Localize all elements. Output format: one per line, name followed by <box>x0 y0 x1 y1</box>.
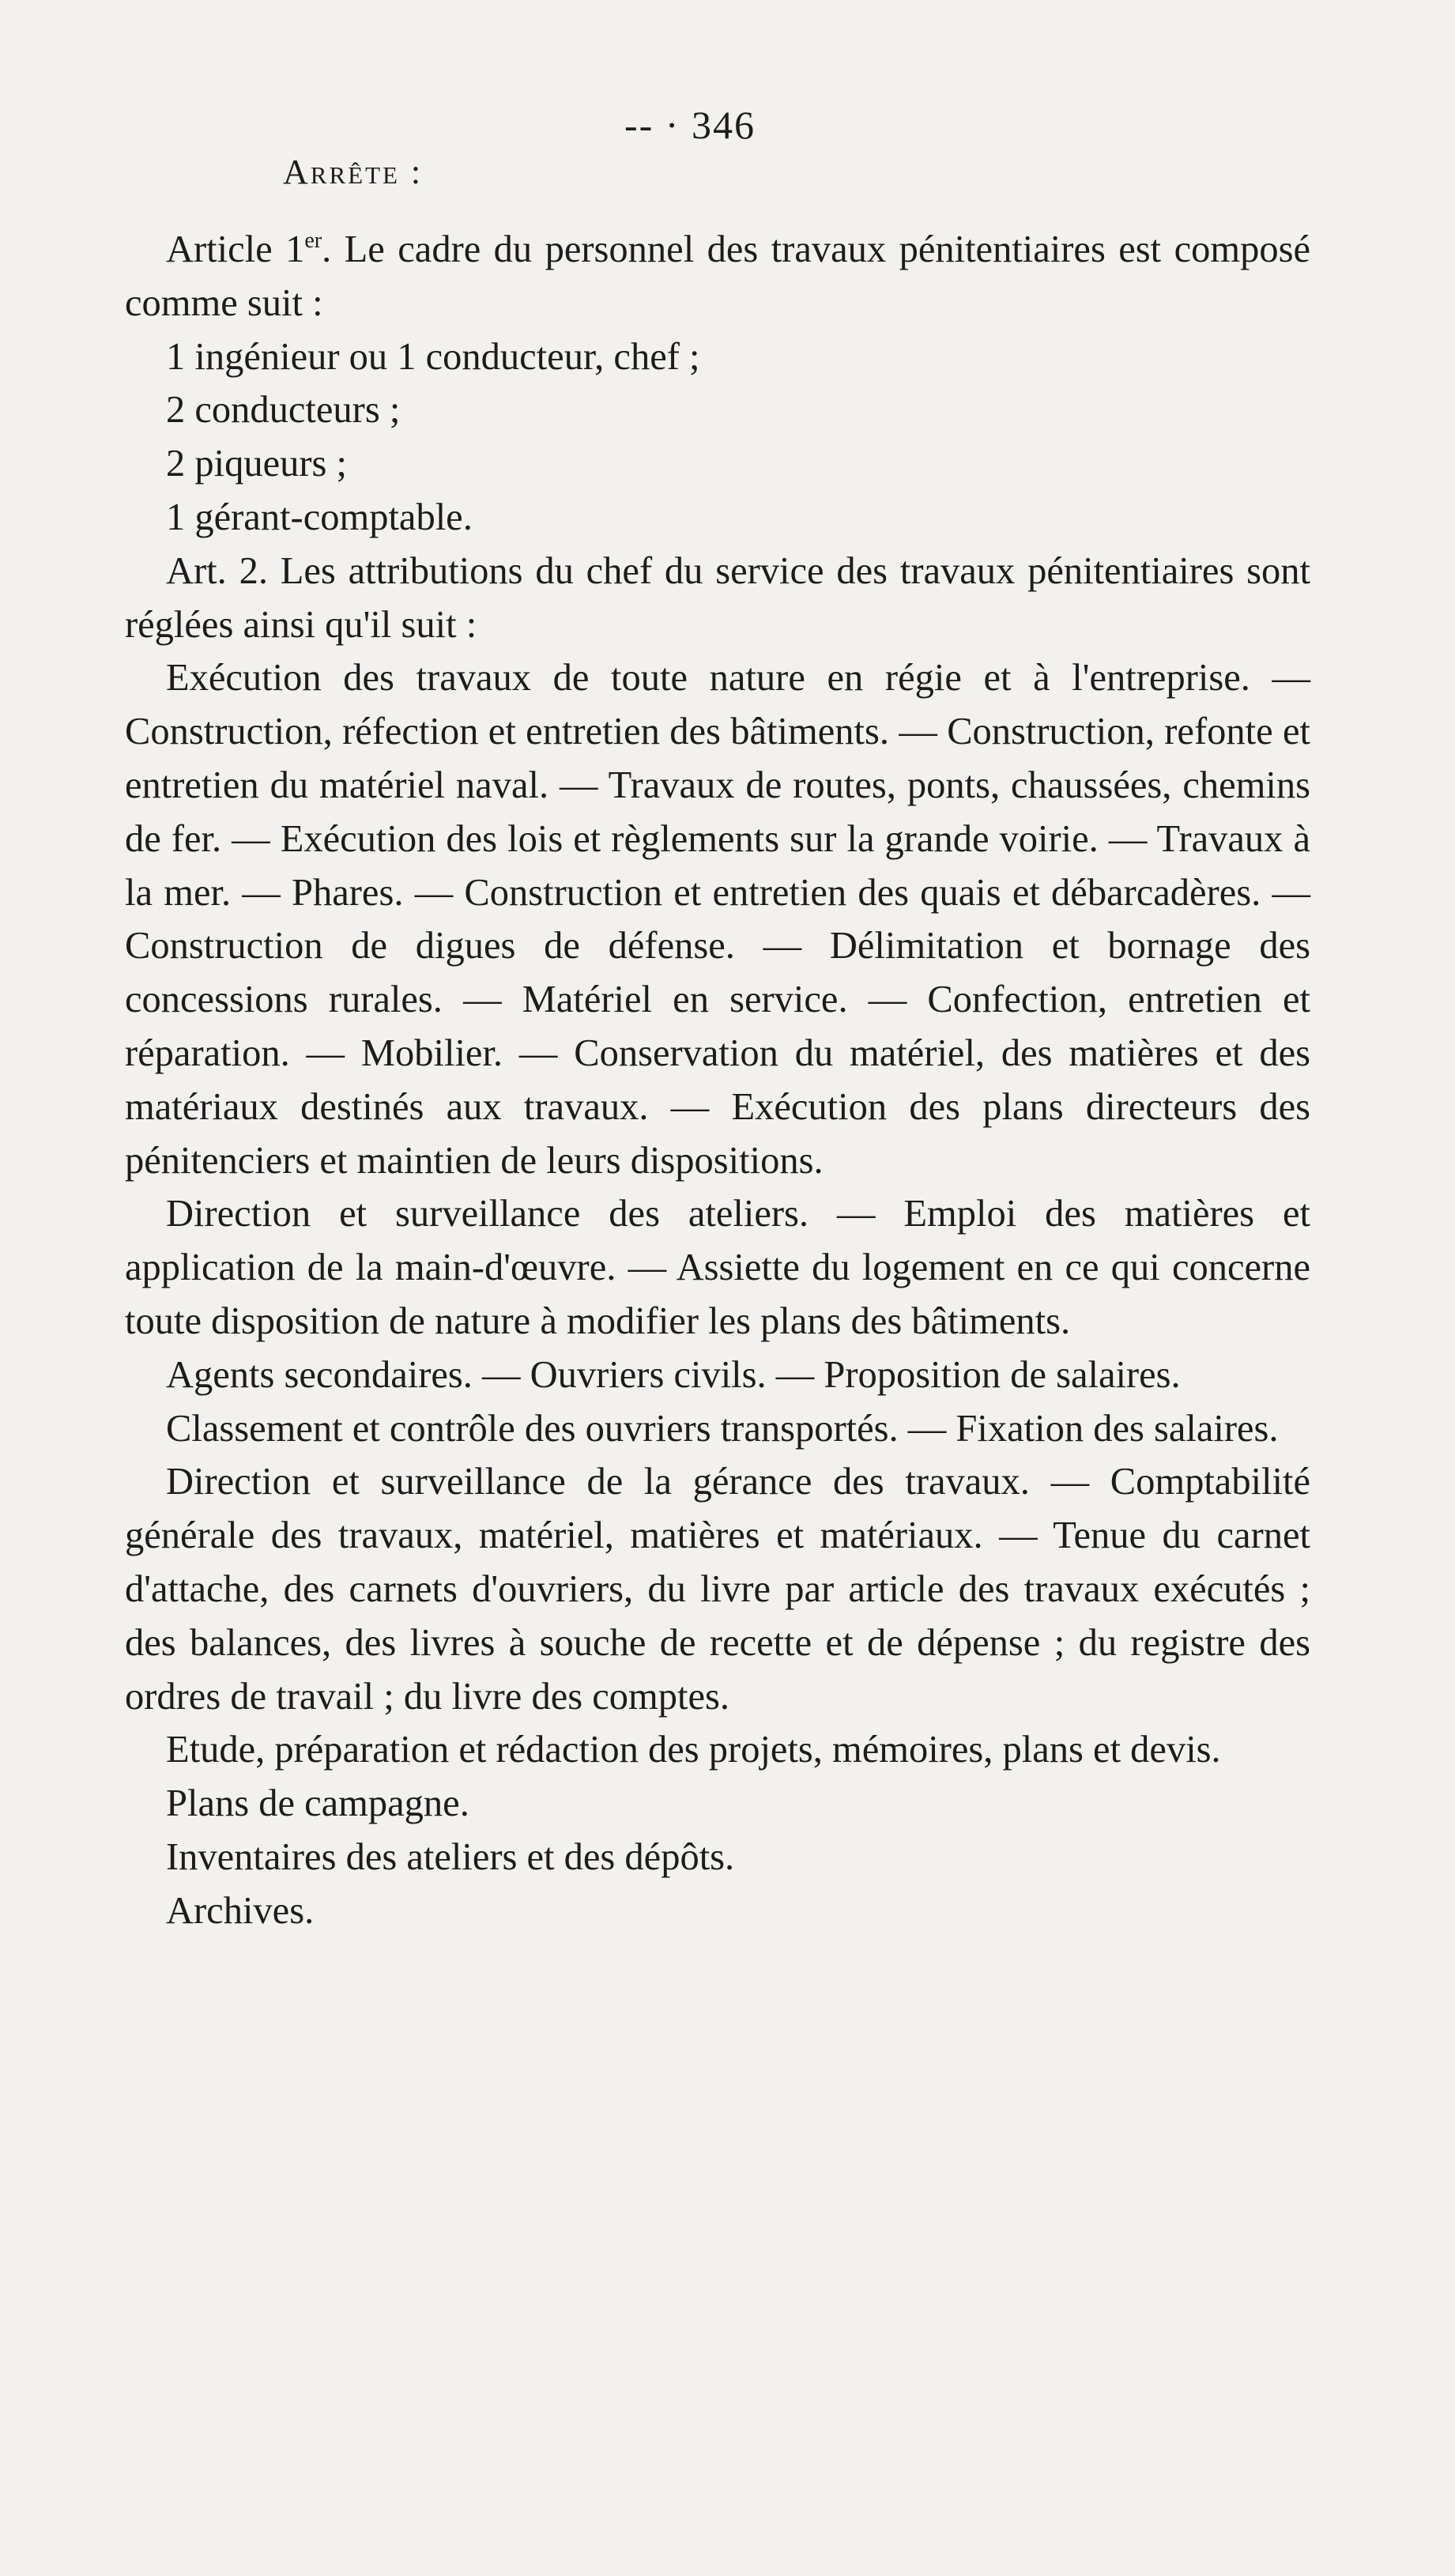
body-text <box>125 223 1310 1938</box>
paragraph: Classement et contrôle des ouvriers transportés. — Fixation des salaires. <box>166 1407 1279 1450</box>
heading-arrete: Arrête : <box>283 153 424 191</box>
article-2: Art. 2. Les attributions du chef du service des travaux pénitentiaires sont réglées ainsi qu'il suit : <box>125 549 1310 646</box>
paragraph: Plans de campagne. <box>166 1782 469 1825</box>
page-number: -- · 346 <box>624 103 756 147</box>
list-item: 2 piqueurs ; <box>166 443 348 485</box>
paragraph: Agents secondaires. — Ouvriers civils. — Proposition de salaires. <box>166 1353 1181 1396</box>
list-item: 1 ingénieur ou 1 conducteur, chef ; <box>166 335 700 378</box>
paragraph: Inventaires des ateliers et des dépôts. <box>166 1835 735 1878</box>
paragraph: Exécution des travaux de toute nature en régie et à l'entreprise. — Construction, réfection et entretien des bâtiments. — Construction, refonte et entretien du matériel naval. — Travaux de routes, ponts, chaussées, chemins de fer. — Exécution des lois et règlements sur la grande voirie. — Travaux à la mer. — Phares. — Construction et entretien des quais et débarcadères. — Construction de digues de défense. — Délimitation et bornage des concessions rurales. — Matériel en service. — Confection, entretien et réparation. — Mobilier. — Conservation du matériel, des matières et des matériaux destinés aux travaux. — Exécution des plans directeurs des pénitenciers et maintien de leurs dispositions. <box>125 657 1310 1182</box>
list-item: 2 conducteurs ; <box>166 389 401 432</box>
article-1-prefix: Article 1 <box>166 228 305 270</box>
paragraph: Direction et surveillance de la gérance des travaux. — Comptabilité générale des travaux, matériel, matières et matériaux. — Tenue du carnet d'attache, des carnets d'ouvriers, du livre par article des travaux exécutés ; des balances, des livres à souche de recette et de dépense ; du registre des ordres de travail ; du livre des comptes. <box>125 1461 1310 1718</box>
article-1 <box>125 223 1310 330</box>
paragraph: Archives. <box>166 1889 315 1932</box>
article-1-superscript: er <box>304 228 322 253</box>
paragraph: Direction et surveillance des ateliers. — Emploi des matières et application de la main-d'œuvre. — Assiette du logement en ce qui concerne toute disposition de nature à modifier les plans des bâtiments. <box>125 1193 1310 1342</box>
paragraph: Etude, préparation et rédaction des projets, mémoires, plans et devis. <box>166 1729 1221 1771</box>
article-1-text: . Le cadre du personnel des travaux pénitentiaires est composé comme suit : <box>125 228 1310 324</box>
list-item: 1 gérant-comptable. <box>166 496 473 538</box>
